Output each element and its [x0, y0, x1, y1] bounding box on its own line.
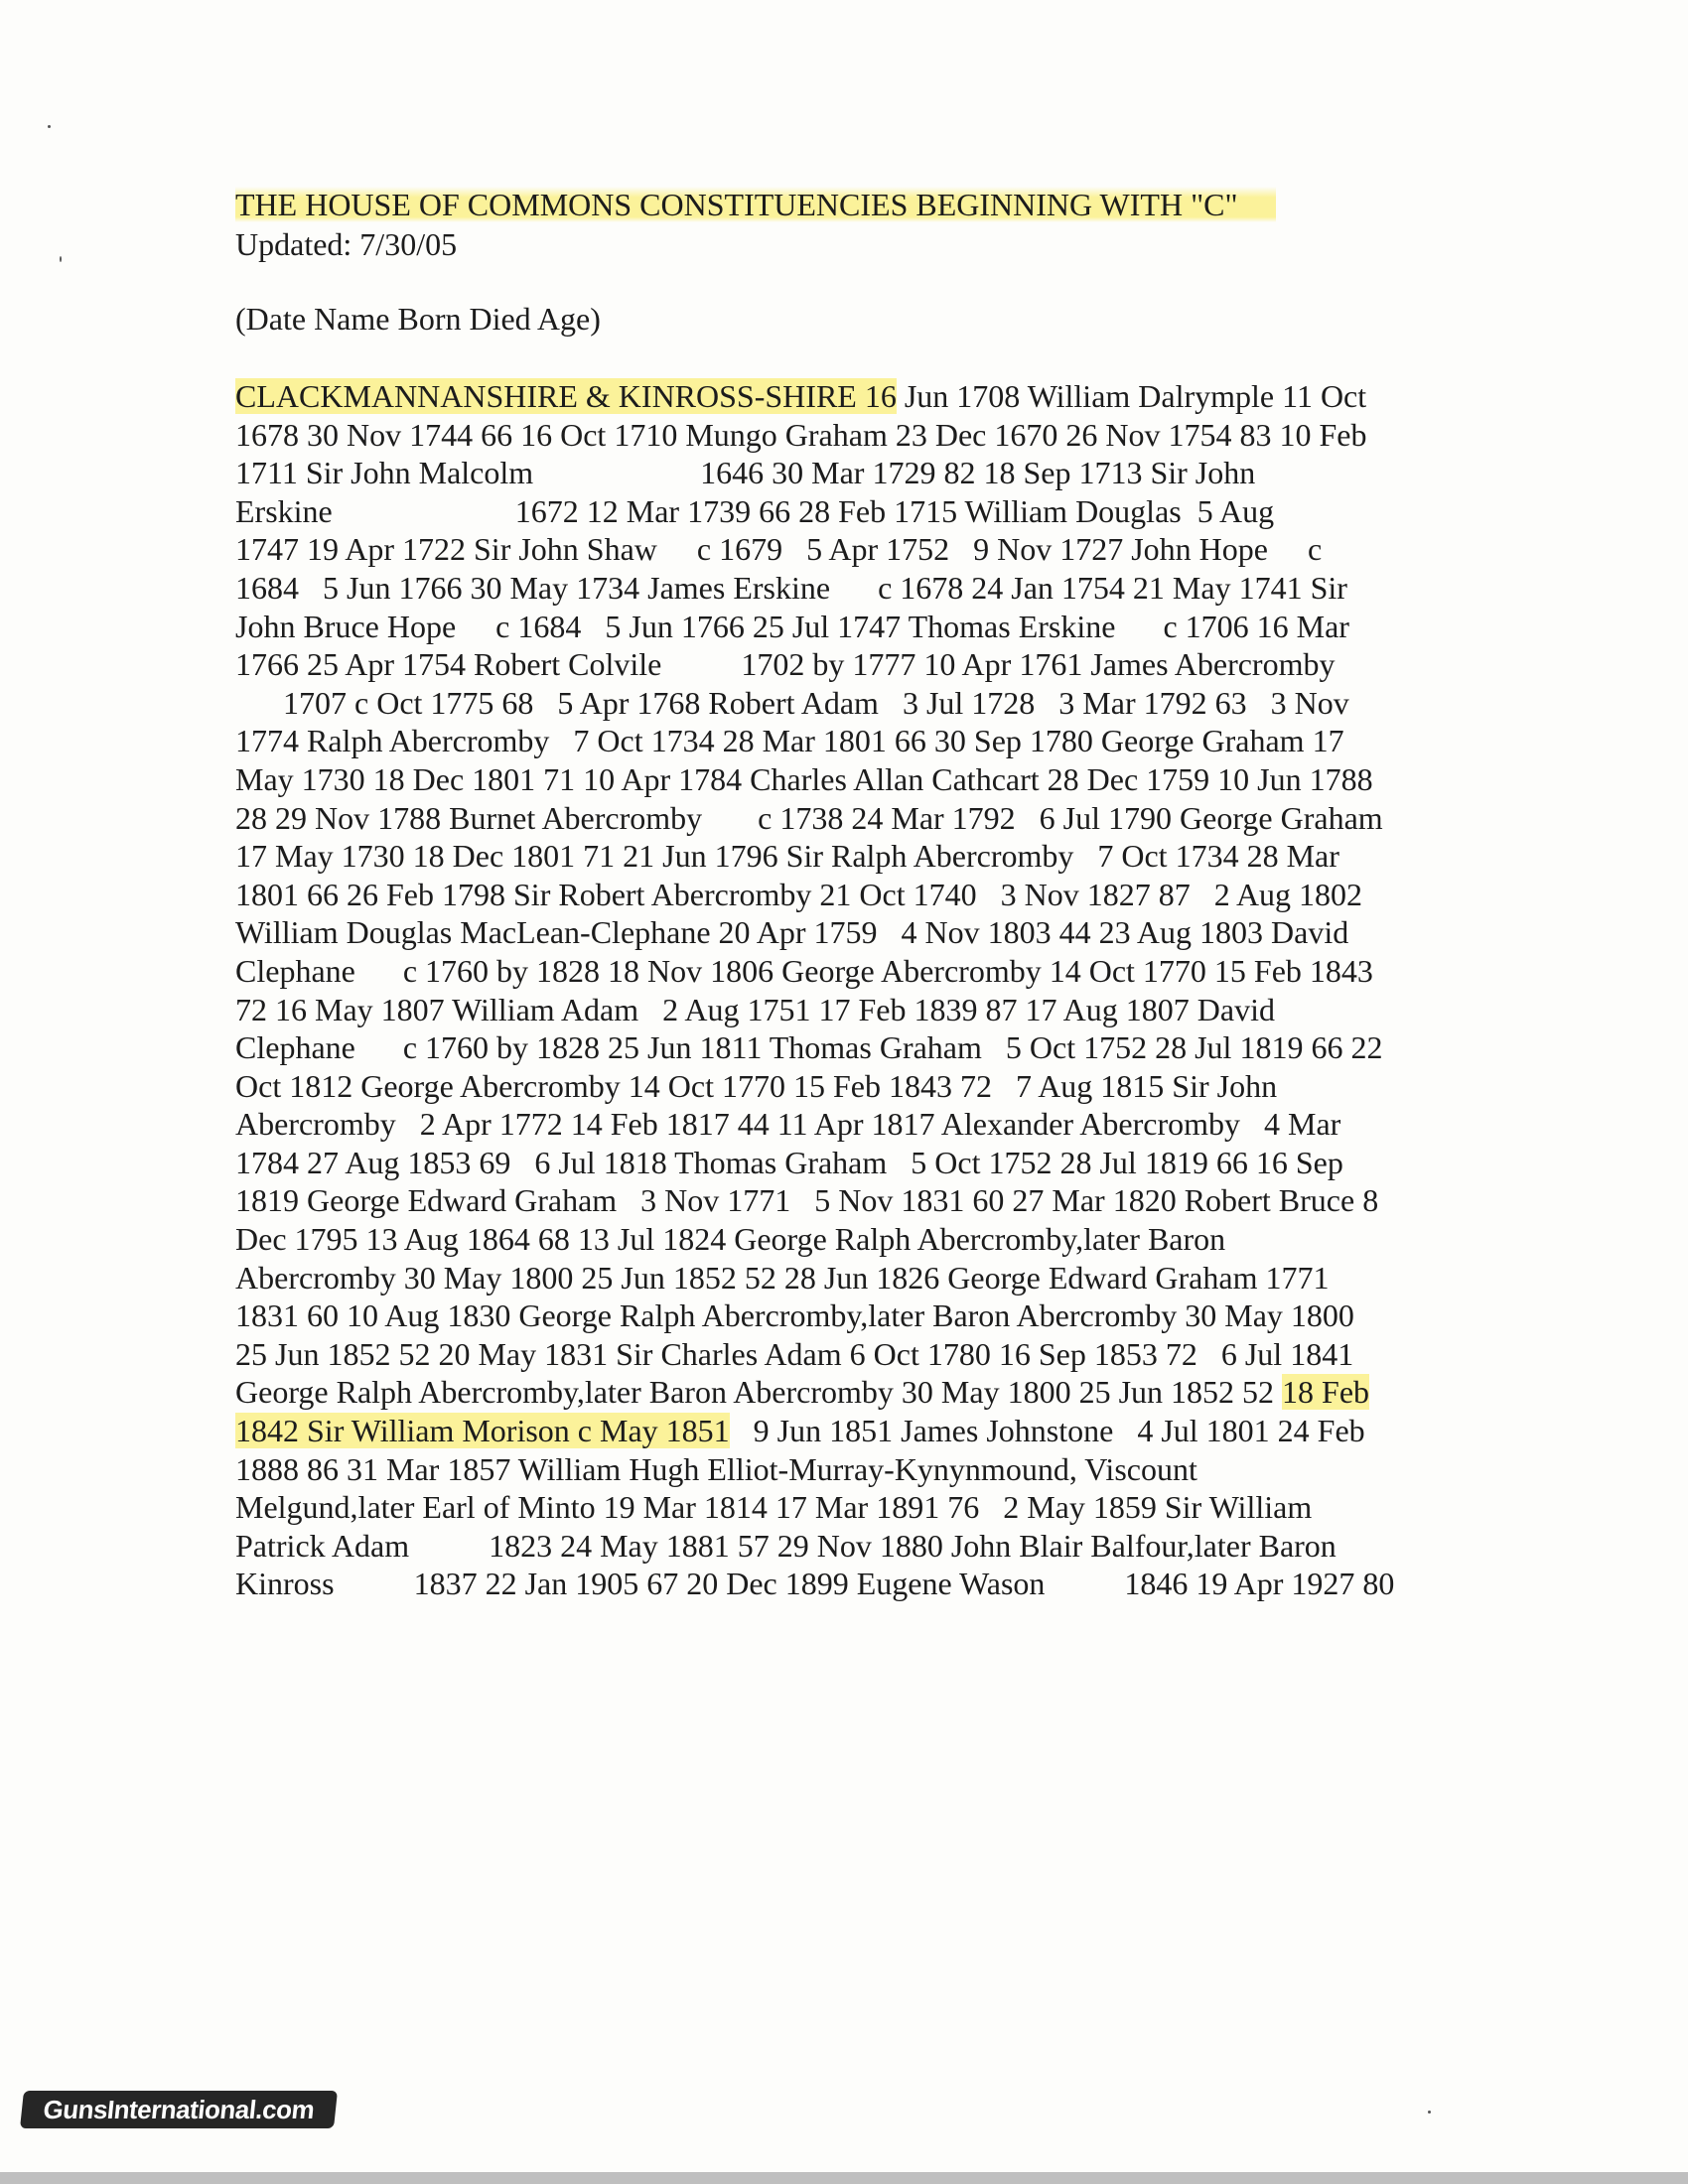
entry-line: 1801 66 26 Feb 1798 Sir Robert Abercromby 21 Oct 1740 3 Nov 1827 87 2 Aug 1802 — [235, 876, 1363, 912]
entry-line: 1678 30 Nov 1744 66 16 Oct 1710 Mungo Graham 23 Dec 1670 26 Nov 1754 83 10 Feb — [235, 416, 1367, 453]
entry-line: 1831 60 10 Aug 1830 George Ralph Abercromby,later Baron Abercromby 30 May 1800 — [235, 1297, 1354, 1334]
entry-line: George Ralph Abercromby,later Baron Abercromby 30 May 1800 25 Jun 1852 52 18 Feb — [235, 1374, 1370, 1411]
constituency-name-highlight: CLACKMANNANSHIRE & KINROSS-SHIRE 16 — [235, 378, 897, 414]
constituency-entry — [235, 377, 1394, 1603]
entry-line: 72 16 May 1807 William Adam 2 Aug 1751 17 Feb 1839 87 17 Aug 1807 David — [235, 991, 1275, 1027]
entry-line: John Bruce Hope c 1684 5 Jun 1766 25 Jul 1747 Thomas Erskine c 1706 16 Mar — [235, 608, 1349, 644]
watermark-logo: GunsInternational.com — [20, 2091, 338, 2128]
entry-line: William Douglas MacLean-Clephane 20 Apr 1759 4 Nov 1803 44 23 Aug 1803 David — [235, 914, 1349, 951]
entry-line: May 1730 18 Dec 1801 71 10 Apr 1784 Charles Allan Cathcart 28 Dec 1759 10 Jun 1788 — [235, 760, 1373, 797]
title-text: THE HOUSE OF COMMONS CONSTITUENCIES BEGINNING WITH "C" — [235, 187, 1276, 222]
entry-line: 1819 George Edward Graham 3 Nov 1771 5 Nov 1831 60 27 Mar 1820 Robert Bruce 8 — [235, 1182, 1379, 1219]
highlighted-entry: 1842 Sir William Morison c May 1851 — [235, 1413, 730, 1449]
highlighted-entry: 18 Feb — [1282, 1374, 1370, 1411]
entry-line: Dec 1795 13 Aug 1864 68 13 Jul 1824 George Ralph Abercromby,later Baron — [235, 1221, 1226, 1258]
page-title — [235, 187, 1238, 223]
updated-date: Updated: 7/30/05 — [235, 226, 458, 262]
scan-speck — [48, 125, 51, 128]
entry-line: CLACKMANNANSHIRE & KINROSS-SHIRE 16 Jun 1708 William Dalrymple 11 Oct — [235, 378, 1367, 414]
entry-line: 1842 Sir William Morison c May 1851 9 Jun 1851 James Johnstone 4 Jul 1801 24 Feb — [235, 1413, 1365, 1449]
scan-speck — [1428, 2111, 1431, 2114]
entry-line: 1784 27 Aug 1853 69 6 Jul 1818 Thomas Graham 5 Oct 1752 28 Jul 1819 66 16 Sep — [235, 1144, 1343, 1180]
scan-edge — [0, 2172, 1688, 2184]
entry-line: 1747 19 Apr 1722 Sir John Shaw c 1679 5 Apr 1752 9 Nov 1727 John Hope c — [235, 531, 1323, 568]
entry-line: Melgund,later Earl of Minto 19 Mar 1814 17 Mar 1891 76 2 May 1859 Sir William — [235, 1489, 1313, 1526]
entry-line: Kinross 1837 22 Jan 1905 67 20 Dec 1899 Eugene Wason 1846 19 Apr 1927 80 — [235, 1566, 1395, 1602]
entry-line: 25 Jun 1852 52 20 May 1831 Sir Charles Adam 6 Oct 1780 16 Sep 1853 72 6 Jul 1841 — [235, 1335, 1354, 1372]
entry-line: 1684 5 Jun 1766 30 May 1734 James Erskine c 1678 24 Jan 1754 21 May 1741 Sir — [235, 569, 1347, 606]
entry-line: 1707 c Oct 1775 68 5 Apr 1768 Robert Adam 3 Jul 1728 3 Mar 1792 63 3 Nov — [235, 684, 1349, 721]
entry-line: Oct 1812 George Abercromby 14 Oct 1770 15 Feb 1843 72 7 Aug 1815 Sir John — [235, 1067, 1278, 1104]
scan-speck — [60, 256, 62, 262]
entry-line: Clephane c 1760 by 1828 18 Nov 1806 George Abercromby 14 Oct 1770 15 Feb 1843 — [235, 952, 1373, 989]
entry-line: 1766 25 Apr 1754 Robert Colvile 1702 by 1777 10 Apr 1761 James Abercromby — [235, 646, 1336, 683]
entry-line: Patrick Adam 1823 24 May 1881 57 29 Nov 1880 John Blair Balfour,later Baron — [235, 1527, 1336, 1564]
entry-line: 17 May 1730 18 Dec 1801 71 21 Jun 1796 Sir Ralph Abercromby 7 Oct 1734 28 Mar — [235, 838, 1339, 875]
entry-line: 28 29 Nov 1788 Burnet Abercromby c 1738 24 Mar 1792 6 Jul 1790 George Graham — [235, 799, 1383, 836]
entry-line: Abercromby 30 May 1800 25 Jun 1852 52 28 Jun 1826 George Edward Graham 1771 — [235, 1259, 1330, 1296]
entry-line: Clephane c 1760 by 1828 25 Jun 1811 Thomas Graham 5 Oct 1752 28 Jul 1819 66 22 — [235, 1029, 1383, 1066]
entry-line: 1774 Ralph Abercromby 7 Oct 1734 28 Mar 1801 66 30 Sep 1780 George Graham 17 — [235, 723, 1344, 759]
entry-line: 1711 Sir John Malcolm 1646 30 Mar 1729 82 18 Sep 1713 Sir John — [235, 455, 1256, 491]
entry-line: Erskine 1672 12 Mar 1739 66 28 Feb 1715 William Douglas 5 Aug — [235, 492, 1275, 529]
field-legend: (Date Name Born Died Age) — [235, 301, 601, 337]
entry-line: Abercromby 2 Apr 1772 14 Feb 1817 44 11 Apr 1817 Alexander Abercromby 4 Mar — [235, 1106, 1341, 1143]
entry-line: 1888 86 31 Mar 1857 William Hugh Elliot-Murray-Kynynmound, Viscount — [235, 1450, 1197, 1487]
